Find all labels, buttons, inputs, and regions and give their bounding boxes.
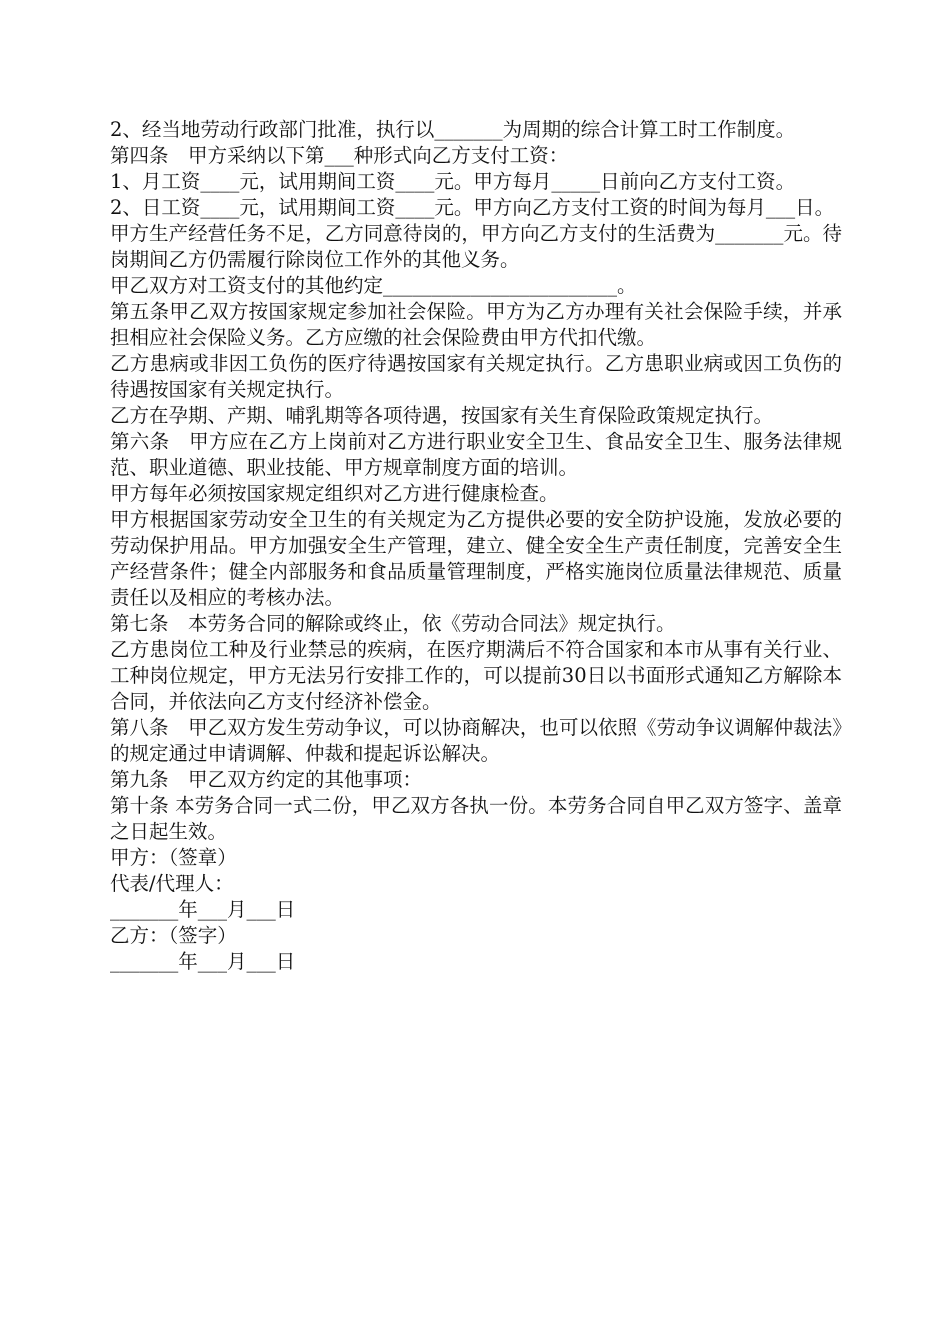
daily-wage-clause: 2、日工资____元，试用期间工资____元。甲方向乙方支付工资的时间为每月___日。 bbox=[110, 196, 835, 219]
contract-page bbox=[110, 117, 842, 975]
article-6-training: 第六条 甲方应在乙方上岗前对乙方进行职业安全卫生、食品安全卫生、服务法律规范、职业道德、职业技能、甲方规章制度方面的培训。 bbox=[110, 430, 842, 479]
maternity-clause: 乙方在孕期、产期、哺乳期等各项待遇，按国家有关生育保险政策规定执行。 bbox=[110, 404, 774, 427]
occupational-disease-clause: 乙方患岗位工种及行业禁忌的疾病，在医疗期满后不符合国家和本市从事有关行业、工种岗位规定，甲方无法另行安排工作的，可以提前30日以书面形式通知乙方解除本合同，并依法向乙方支付经济补偿金。 bbox=[110, 638, 842, 713]
party-a-date-line: _______年___月___日 bbox=[110, 898, 296, 921]
party-b-date-line: _______年___月___日 bbox=[110, 950, 296, 973]
party-b-signature-label: 乙方：（签字） bbox=[110, 924, 237, 947]
article-7-termination: 第七条 本劳务合同的解除或终止，依《劳动合同法》规定执行。 bbox=[110, 612, 676, 635]
medical-treatment-clause: 乙方患病或非因工负伤的医疗待遇按国家有关规定执行。乙方患职业病或因工负伤的待遇按国家有关规定执行。 bbox=[110, 352, 842, 401]
other-wage-agreement: 甲乙双方对工资支付的其他约定________________________。 bbox=[110, 274, 637, 297]
safety-protection-clause: 甲方根据国家劳动安全卫生的有关规定为乙方提供必要的安全防护设施，发放必要的劳动保护用品。甲方加强安全生产管理，建立、健全安全生产责任制度，完善安全生产经营条件；健全内部服务和食品质量管理制度，严格实施岗位质量法律规范、质量责任以及相应的考核办法。 bbox=[110, 508, 842, 609]
article-8-disputes: 第八条 甲乙双方发生劳动争议，可以协商解决，也可以依照《劳动争议调解仲裁法》的规定通过申请调解、仲裁和提起诉讼解决。 bbox=[110, 716, 842, 765]
monthly-wage-clause: 1、月工资____元，试用期间工资____元。甲方每月_____日前向乙方支付工资。 bbox=[110, 170, 796, 193]
party-a-signature-label: 甲方：（签章） bbox=[110, 846, 237, 869]
health-check-clause: 甲方每年必须按国家规定组织对乙方进行健康检查。 bbox=[110, 482, 559, 505]
representative-label: 代表/代理人： bbox=[110, 872, 234, 895]
clause-2-work-hours: 2、经当地劳动行政部门批准，执行以_______为周期的综合计算工时工作制度。 bbox=[110, 118, 796, 141]
article-10-copies: 第十条 本劳务合同一式二份，甲乙双方各执一份。本劳务合同自甲乙双方签字、盖章之日起生效。 bbox=[110, 794, 842, 843]
article-9-other-matters: 第九条 甲乙双方约定的其他事项： bbox=[110, 768, 423, 791]
article-5-social-insurance: 第五条甲乙双方按国家规定参加社会保险。甲方为乙方办理有关社会保险手续，并承担相应社会保险义务。乙方应缴的社会保险费由甲方代扣代缴。 bbox=[110, 300, 842, 349]
article-4-heading: 第四条 甲方采纳以下第___种形式向乙方支付工资： bbox=[110, 144, 569, 167]
standby-allowance-clause: 甲方生产经营任务不足，乙方同意待岗的，甲方向乙方支付的生活费为_______元。待岗期间乙方仍需履行除岗位工作外的其他义务。 bbox=[110, 222, 842, 271]
